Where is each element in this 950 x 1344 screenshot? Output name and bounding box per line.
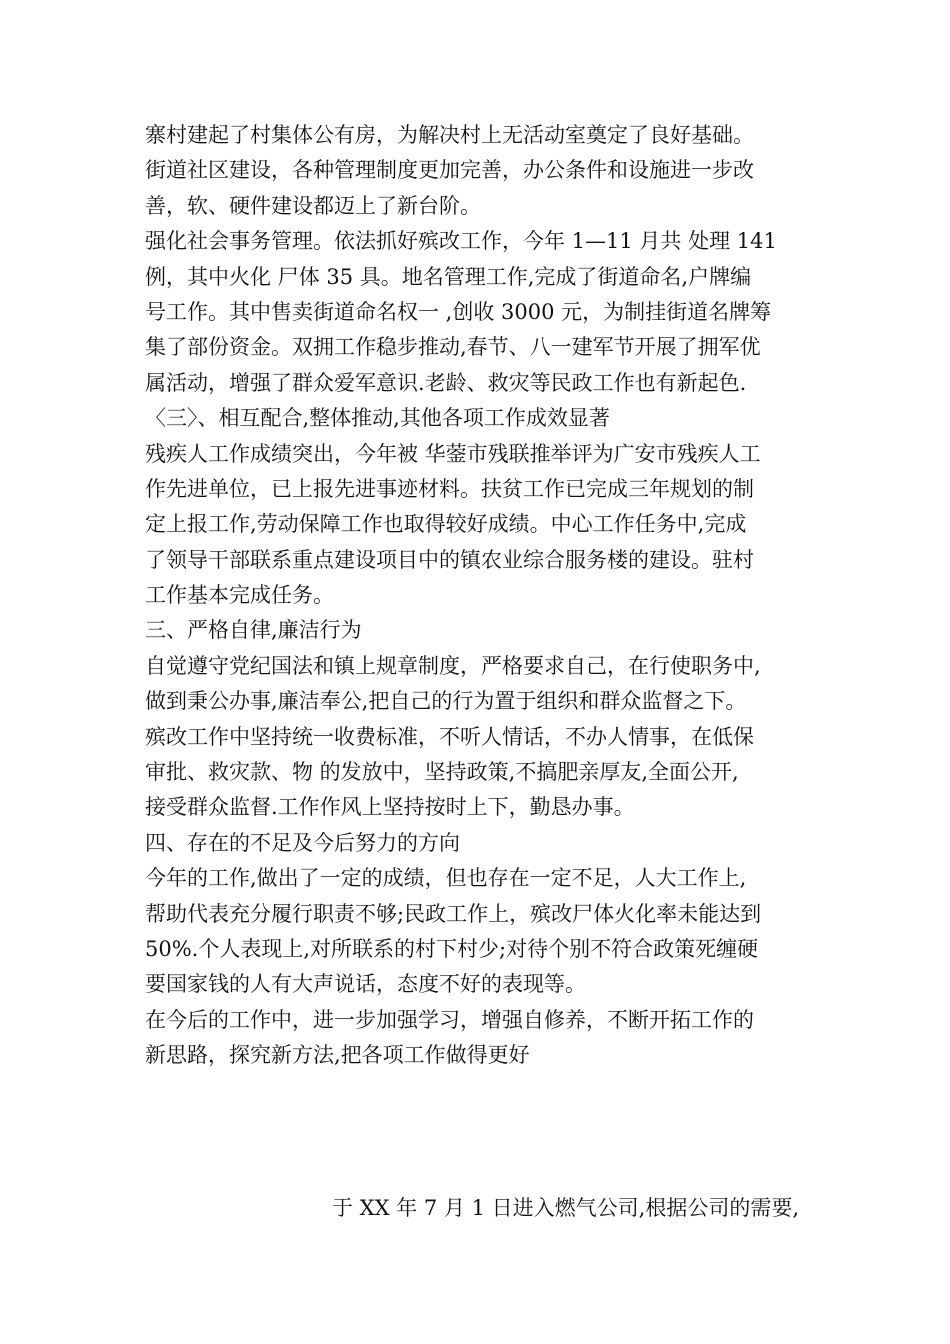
text-line: 新思路，探究新方法,把各项工作做得更好 (145, 1043, 530, 1068)
text-line: 帮助代表充分履行职责不够;民政工作上，殡改尸体火化率未能达到 (145, 901, 762, 926)
text-line: 作先进单位，已上报先进事迹材料。扶贫工作已完成三年规划的制 (145, 476, 754, 501)
section-heading: 〈三〉、相互配合,整体推动,其他各项工作成效显著 (145, 406, 610, 431)
section-heading: 四、存在的不足及今后努力的方向 (145, 830, 460, 855)
text-line: 强化社会事务管理。依法抓好殡改工作，今年 1—11 月共 处理 141 (145, 229, 777, 254)
text-line: 定上报工作,劳动保障工作也取得较好成绩。中心工作任务中,完成 (145, 512, 747, 537)
text-line: 做到秉公办事,廉洁奉公,把自己的行为置于组织和群众监督之下。 (145, 689, 747, 714)
text-line: 殡改工作中坚持统一收费标准，不听人情话，不办人情事，在低保 (145, 724, 754, 749)
body-text (145, 118, 815, 1074)
text-line: 残疾人工作成绩突出，今年被 华蓥市残联推举评为广安市残疾人工 (145, 441, 761, 466)
text-line: 例，其中火化 尸体 35 具。地名管理工作,完成了街道命名,户牌编 (145, 264, 752, 289)
text-line: 寨村建起了村集体公有房，为解决村上无活动室奠定了良好基础。 (145, 123, 754, 147)
text-line: 工作基本完成任务。 (145, 583, 334, 608)
text-line: 今年的工作,做出了一定的成绩，但也存在一定不足，人大工作上, (145, 866, 747, 891)
text-line: 50%.个人表现上,对所联系的村下村少;对待个别不符合政策死缠硬 (145, 936, 759, 961)
text-line: 街道社区建设，各种管理制度更加完善，办公条件和设施进一步改 (145, 158, 754, 183)
text-line: 了领导干部联系重点建设项目中的镇农业综合服务楼的建设。驻村 (145, 547, 754, 572)
text-line: 集了部份资金。双拥工作稳步推动,春节、八一建军节开展了拥军优 (145, 335, 761, 360)
text-line: 在今后的工作中，进一步加强学习，增强自修养，不断开拓工作的 (145, 1007, 754, 1032)
text-line: 要国家钱的人有大声说话，态度不好的表现等。 (145, 972, 586, 997)
section-heading: 三、严格自律,廉洁行为 (145, 618, 362, 643)
text-line: 审批、救灾款、物 的发放中，坚持政策,不搞肥亲厚友,全面公开, (145, 760, 739, 785)
text-line: 自觉遵守党纪国法和镇上规章制度，严格要求自己，在行使职务中, (145, 653, 761, 678)
footer-text: 于 XX 年 7 月 1 日进入燃气公司,根据公司的需要, (332, 1196, 800, 1220)
text-line: 善，软、硬件建设都迈上了新台阶。 (145, 193, 481, 218)
text-line: 接受群众监督.工作作风上坚持按时上下，勤恳办事。 (145, 795, 635, 820)
text-line: 属活动，增强了群众爱军意识.老龄、救灾等民政工作也有新起色. (145, 370, 747, 395)
text-line: 号工作。其中售卖街道命名权一 ,创收 3000 元，为制挂街道名牌筹 (145, 299, 772, 324)
